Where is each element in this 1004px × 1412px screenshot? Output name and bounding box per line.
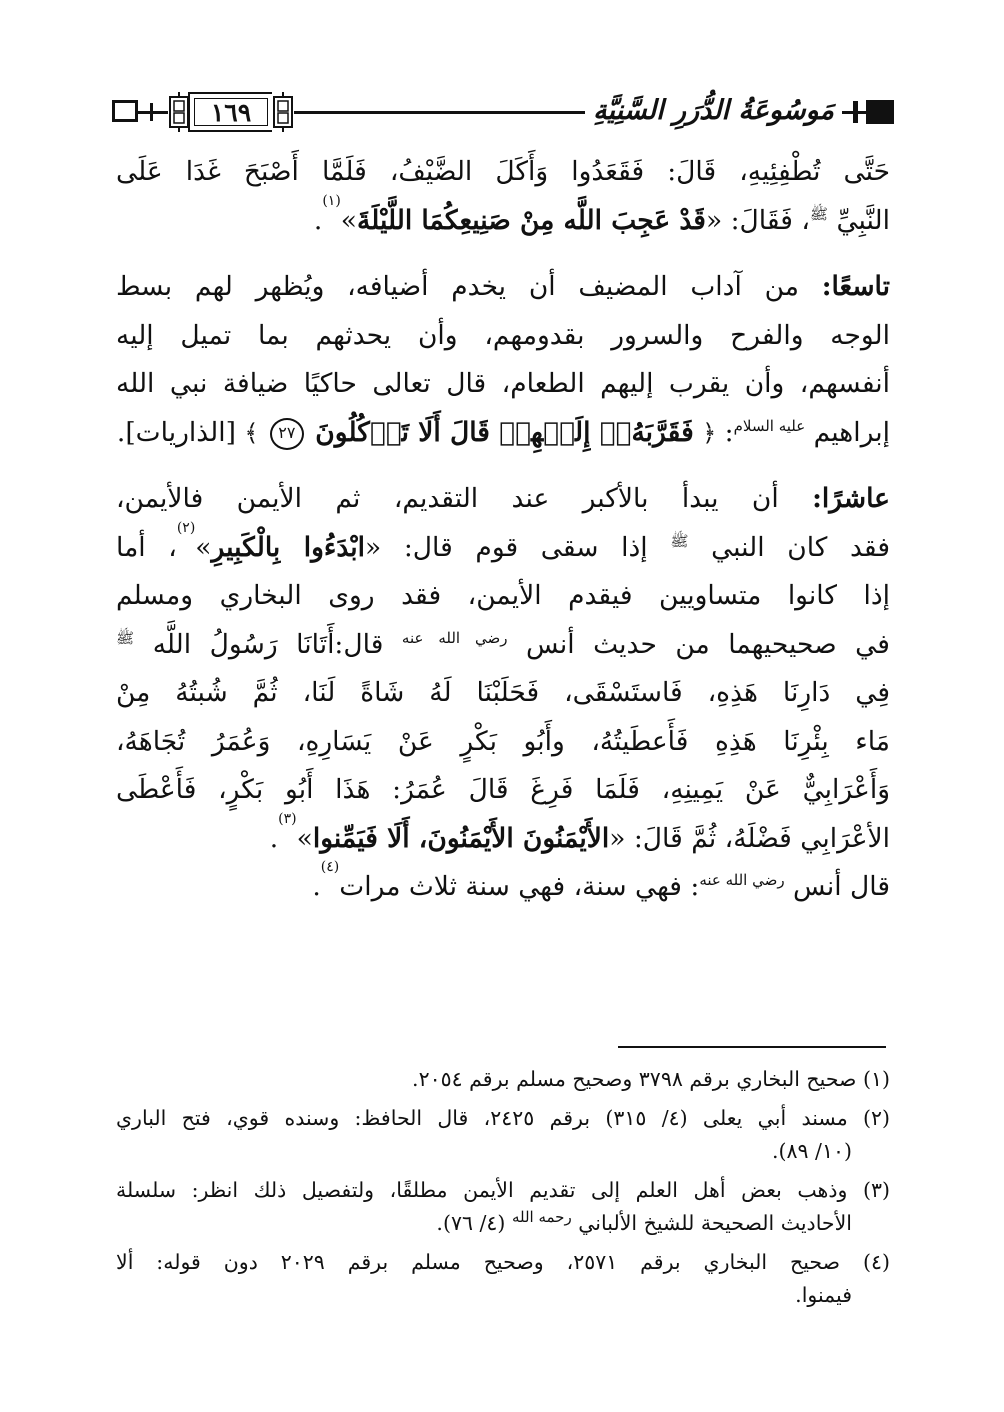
salutation-glyph: رضي الله عنه (699, 871, 785, 890)
footnote-line: فيمنوا. (795, 1283, 852, 1307)
paragraph-2 (116, 263, 890, 457)
page-number: ١٦٩ (210, 97, 252, 127)
text-run: النَّبِيِّ (836, 204, 890, 236)
hadith-quote: ابْدَءُوا بِالْكَبِيرِ (211, 531, 365, 563)
footnote-4 (116, 1246, 890, 1312)
text-run: . (269, 822, 279, 854)
text-run: . (312, 871, 321, 902)
page-number-frame (188, 92, 274, 132)
footnote-separator (618, 1046, 886, 1048)
text-run: . (313, 204, 323, 236)
footnote-ref-2[interactable]: (٢) (176, 519, 196, 536)
text-run: الأحاديث الصحيحة للشيخ الألباني (578, 1211, 852, 1235)
section-lead: عاشرًا: (812, 483, 890, 514)
text-line (116, 621, 890, 670)
text-line (116, 519, 890, 573)
text-line (116, 192, 890, 246)
header-bar-right (853, 101, 858, 123)
text-run: الأعْرَابِي فَضْلَهُ، ثُمَّ قَالَ: « (609, 822, 890, 854)
text-run: » (296, 822, 313, 854)
text-line: إذا كانوا متساويين فيقدم الأيمن، فقد روى البخاري ومسلم (116, 580, 890, 611)
text-run: إذا سقى قوم قال: « (365, 531, 671, 563)
text-line: فِي دَارِنَا هَذِهِ، فَاستَسْقَى، فَحَلَبْنَا لَهُ شَاةً لَنَا، ثُمَّ شُبتُهُ مِنْ (116, 677, 890, 708)
text-run: (٤/ ٧٦). (436, 1211, 512, 1235)
paragraph-3 (116, 475, 890, 912)
hadith-quote: قَدْ عَجِبَ اللَّه مِنْ صَنِيعِكُمَا اللَّيْلَةَ (357, 204, 706, 236)
footnote-line: (١٠/ ٨٩). (771, 1139, 852, 1163)
footnote-line: (٢) مسند أبي يعلى (٤/ ٣١٥) برقم ٢٤٢٥، قال الحافظ: وسنده قوي، فتح الباري (116, 1106, 890, 1130)
text-run: : فهي سنة، فهي سنة ثلاث مرات (339, 871, 700, 902)
surah-reference: [الذاريات]. (116, 416, 236, 448)
main-text (116, 148, 890, 912)
paragraph-1 (116, 148, 890, 245)
footnote-line: (٤) صحيح البخاري برقم ٢٥٧١، وصحيح مسلم برقم ٢٠٢٩ دون قوله: ألا (116, 1250, 890, 1274)
footnote-3 (116, 1174, 890, 1240)
footnotes (116, 1063, 890, 1318)
salutation-glyph: ﷺ (809, 204, 829, 223)
footnote-2 (116, 1102, 890, 1168)
text-line: الوجه والفرح والسرور بقدومهم، وأن يحدثهم بما تميل إليه (116, 319, 890, 351)
text-run: » (195, 531, 212, 563)
text-run: ، فَقَالَ: « (705, 204, 810, 236)
footnote-ref-3[interactable]: (٣) (278, 810, 297, 827)
salutation-glyph: رحمه الله (511, 1208, 572, 1227)
salutation-glyph: ﷺ (670, 531, 689, 550)
text-line: حَتَّى تُطْفِئِيهِ، قَالَ: فَقَعَدُوا وَأَكَلَ الضَّيْفُ، فَلَمَّا أَصْبَحَ غَدَا عَلَى (116, 156, 890, 187)
salutation-glyph: عليه السلام (733, 416, 806, 435)
text-line (116, 859, 890, 912)
footnote-1 (116, 1063, 890, 1096)
knot-ornament-left-icon (168, 92, 190, 132)
text-run: أن يبدأ بالأكبر عند التقديم، ثم الأيمن فالأيمن، (116, 483, 813, 514)
text-run: : (716, 416, 734, 448)
page-header (112, 88, 894, 140)
text-line (116, 810, 890, 864)
footnote-ref-4[interactable]: (٤) (320, 859, 340, 875)
verse-number-badge: ٢٧ (270, 418, 304, 450)
text-line (116, 475, 890, 524)
header-bar-left (150, 103, 153, 121)
quran-bracket-close-icon: ﴾ (244, 418, 259, 447)
text-line: وَأَعْرَابِيٌّ عَنْ يَمِينِهِ، فَلَمَا فَرِغَ قَالَ عُمَرُ: هَذَا أَبُو بَكْرٍ، فَأَعْطَى (116, 774, 890, 805)
quran-bracket-open-icon: ﴿ (702, 418, 717, 447)
footnote-line: (١) صحيح البخاري برقم ٣٧٩٨ وصحيح مسلم برقم ٢٠٥٤. (412, 1067, 890, 1091)
footnote-line (116, 1207, 890, 1240)
text-run: ، أما (116, 531, 177, 563)
series-title: مَوسُوعَةُ الدُّرَرِ السَّنِيَّةِ (585, 86, 842, 134)
text-run: » (340, 204, 358, 236)
footnote-line: (٣) وذهب بعض أهل العلم إلى تقديم الأيمن مطلقًا، ولتفصيل ذلك انظر: سلسلة (116, 1178, 890, 1202)
knot-ornament-right-icon (272, 92, 294, 132)
text-line: مَاء بِئْرِنَا هَذِهِ فَأَعطَيتُهُ، وأَبُو بَكْرٍ عَنْ يَسَارِهِ، وَعُمَرُ تُجَاهَهُ، (116, 725, 890, 757)
text-line (116, 409, 890, 458)
header-end-ornament-left (112, 100, 138, 122)
quran-verse: فَقَرَّبَهُۥٓ إِلَيۡهِمۡ قَالَ أَلَا تَأۡكُلُونَ (315, 416, 694, 448)
hadith-quote: الأَيْمَنُونَ الأَيْمَنُونَ، أَلَا فَيَمِّنوا (312, 822, 610, 854)
text-line (116, 263, 890, 312)
text-run: إبراهيم (813, 416, 890, 448)
text-run: قال:أَتَانَا رَسُولُ اللَّه (152, 628, 402, 660)
footnote-ref-1[interactable]: (١) (322, 192, 341, 209)
header-end-ornament-right (866, 100, 894, 124)
text-run: من آداب المضيف أن يخدم أضيافه، ويُظهر لهم بسط (116, 271, 822, 302)
text-run: في صحيحيهما من حديث أنس (526, 628, 890, 660)
salutation-glyph: رضي الله عنه (401, 628, 508, 647)
section-lead: تاسعًا: (821, 271, 890, 302)
salutation-glyph: ﷺ (116, 628, 135, 647)
text-line: أنفسهم، وأن يقرب إليهم الطعام، قال تعالى حاكيًا ضيافة نبي الله (116, 368, 890, 399)
text-run: قال أنس (793, 871, 890, 902)
text-run: فقد كان النبي (711, 531, 890, 563)
